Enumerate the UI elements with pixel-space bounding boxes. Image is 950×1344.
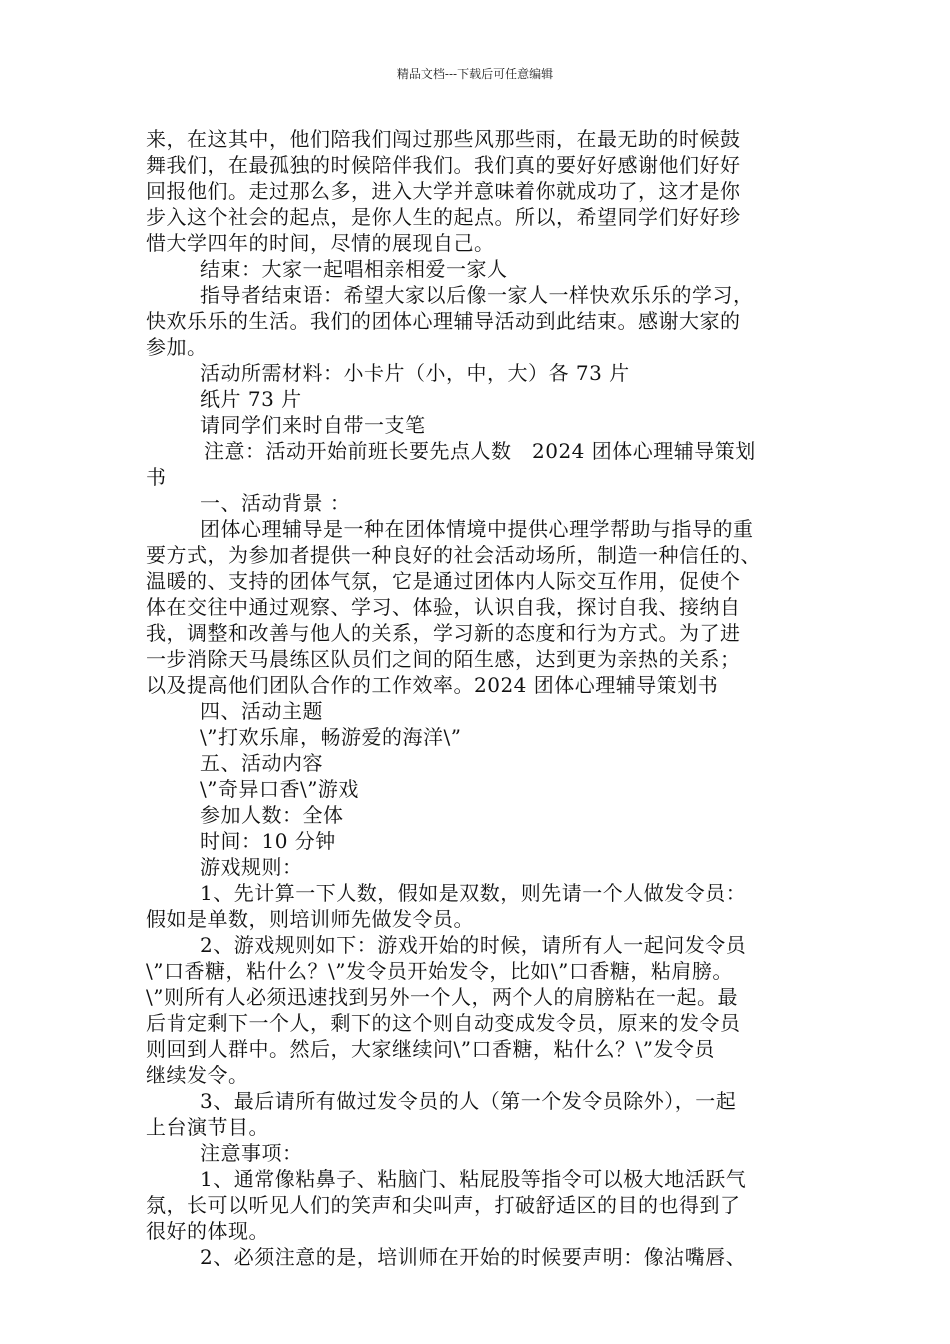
document-line: 假如是单数，则培训师先做发令员。 [146, 907, 474, 931]
document-line: 一、活动背景 ： [200, 491, 351, 515]
document-line: 上台演节目。 [146, 1115, 269, 1139]
document-line: 舞我们，在最孤独的时候陪伴我们。我们真的要好好感谢他们好好 [146, 153, 741, 177]
document-line: 一步消除天马晨练区队员们之间的陌生感，达到更为亲热的关系； [146, 647, 741, 671]
document-line: 请同学们来时自带一支笔 [200, 413, 426, 437]
document-line: 来，在这其中，他们陪我们闯过那些风那些雨，在最无助的时候鼓 [146, 127, 741, 151]
document-line: 游戏规则： [200, 855, 303, 879]
document-line: 活动所需材料：小卡片（小，中，大）各 73 片 [200, 361, 630, 385]
document-line: 五、活动内容 [200, 751, 323, 775]
document-line: 注意：活动开始前班长要先点人数 2024 团体心理辅导策划 [204, 439, 756, 463]
document-line: \”口香糖，粘什么？\”发令员开始发令，比如\”口香糖，粘肩膀。 [146, 959, 733, 983]
document-line: 参加人数：全体 [200, 803, 344, 827]
document-line: \”打欢乐扉，畅游爱的海洋\” [200, 725, 462, 749]
document-line: 注意事项： [200, 1141, 303, 1165]
document-line: \”则所有人必须迅速找到另外一个人，两个人的肩膀粘在一起。最 [146, 985, 738, 1009]
document-line: 体在交往中通过观察、学习、体验，认识自我，探讨自我、接纳自 [146, 595, 741, 619]
document-line: 参加。 [146, 335, 208, 359]
document-line: \”奇异口香\”游戏 [200, 777, 359, 801]
document-line: 则回到人群中。然后，大家继续问\”口香糖，粘什么？\”发令员 [146, 1037, 715, 1061]
document-line: 2、游戏规则如下：游戏开始的时候，请所有人一起问发令员 [200, 933, 747, 957]
document-line: 快欢乐乐的生活。我们的团体心理辅导活动到此结束。感谢大家的 [146, 309, 741, 333]
document-body [146, 126, 814, 1270]
document-line: 惜大学四年的时间，尽情的展现自己。 [146, 231, 495, 255]
document-line: 要方式，为参加者提供一种良好的社会活动场所，制造一种信任的、 [146, 543, 761, 567]
document-line: 1、通常像粘鼻子、粘脑门、粘屁股等指令可以极大地活跃气 [200, 1167, 747, 1191]
document-line: 以及提高他们团队合作的工作效率。2024 团体心理辅导策划书 [146, 673, 719, 697]
document-line: 继续发令。 [146, 1063, 249, 1087]
document-line: 回报他们。走过那么多，进入大学并意味着你就成功了，这才是你 [146, 179, 741, 203]
document-line: 书 [146, 465, 167, 489]
document-line: 团体心理辅导是一种在团体情境中提供心理学帮助与指导的重 [200, 517, 754, 541]
page-header: 精品文档---下载后可任意编辑 [396, 67, 554, 81]
document-line: 我，调整和改善与他人的关系，学习新的态度和行为方式。为了进 [146, 621, 741, 645]
document-line: 温暖的、支持的团体气氛，它是通过团体内人际交互作用，促使个 [146, 569, 741, 593]
document-line: 2、必须注意的是，培训师在开始的时候要声明：像沾嘴唇、 [200, 1245, 747, 1269]
document-line: 指导者结束语：希望大家以后像一家人一样快欢乐乐的学习， [200, 283, 754, 307]
document-line: 1、先计算一下人数，假如是双数，则先请一个人做发令员： [200, 881, 747, 905]
document-line: 四、活动主题 [200, 699, 323, 723]
document-line: 后肯定剩下一个人，剩下的这个则自动变成发令员，原来的发令员 [146, 1011, 741, 1035]
document-line: 很好的体现。 [146, 1219, 269, 1243]
document-line: 步入这个社会的起点，是你人生的起点。所以，希望同学们好好珍 [146, 205, 741, 229]
document-line: 氛，长可以听见人们的笑声和尖叫声，打破舒适区的目的也得到了 [146, 1193, 741, 1217]
document-line: 结束：大家一起唱相亲相爱一家人 [200, 257, 508, 281]
document-line: 纸片 73 片 [200, 387, 302, 411]
document-line: 3、最后请所有做过发令员的人（第一个发令员除外），一起 [200, 1089, 737, 1113]
document-line: 时间：10 分钟 [200, 829, 336, 853]
